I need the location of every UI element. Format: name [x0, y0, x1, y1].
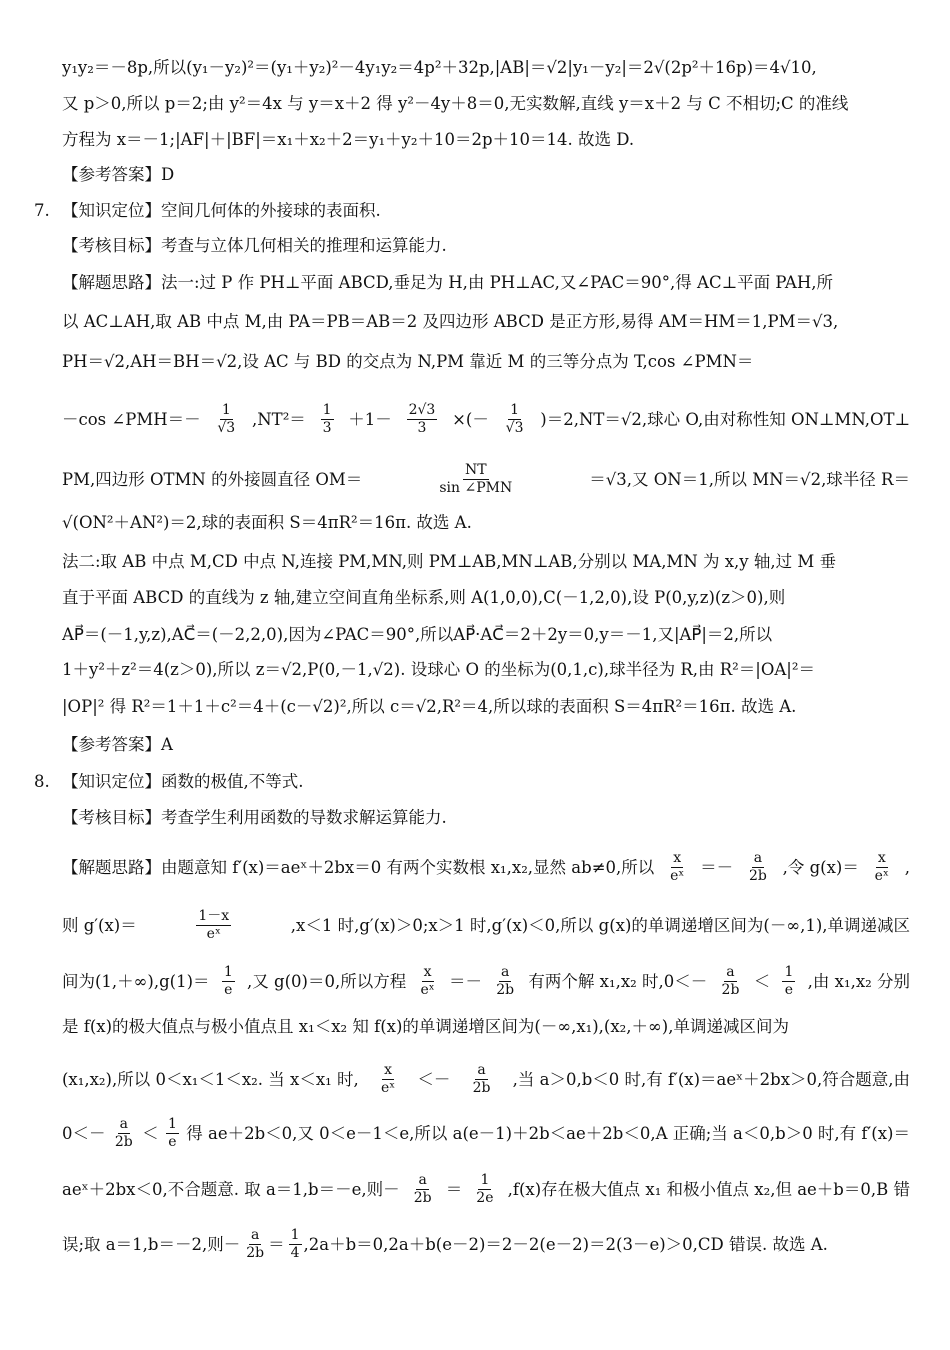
fraction-numerator: a — [726, 964, 735, 980]
fraction-numerator: a — [477, 1062, 486, 1078]
text-line — [62, 772, 910, 792]
text-segment: ,f(x)存在极大值点 x₁ 和极小值点 x₂,但 ae＋b＝0,B 错 — [507, 1179, 910, 1199]
text-segment: ,令 g(x)＝ — [782, 857, 859, 877]
text-segment: ＝－ — [700, 857, 734, 877]
fraction — [321, 402, 334, 437]
fraction-denominator: 2b — [114, 1134, 133, 1150]
text-segment: PM,四边形 OTMN 的外接圆直径 OM＝ — [62, 469, 363, 489]
fraction-denominator: e — [784, 982, 794, 998]
text-line — [62, 1227, 910, 1262]
text-line — [62, 273, 910, 293]
text-segment: 【考核目标】考查与立体几何相关的推理和运算能力. — [62, 236, 447, 255]
text-segment: |OP|² 得 R²＝1＋1＋c²＝4＋(c－√2)²,所以 c＝√2,R²＝4,所以球的表面积 S＝4πR²＝16π. 故选 A. — [62, 697, 797, 716]
text-segment: 得 ae＋2b＜0,又 0＜e－1＜e,所以 a(e－1)＋2b＜ae＋2b＜0,A 正确;当 a＜0,b＞0 时,有 f′(x)＝ — [186, 1123, 910, 1143]
text-segment: 又 p＞0,所以 p＝2;由 y²＝4x 与 y＝x＋2 得 y²－4y＋8＝0,无实数解,直线 y＝x＋2 与 C 不相切;C 的准线 — [62, 94, 849, 113]
fraction-numerator: 1 — [221, 402, 231, 418]
fraction — [668, 850, 686, 885]
text-segment: 法二:取 AB 中点 M,CD 中点 N,连接 PM,MN,则 PM⊥AB,MN⊥AB,分别以 MA,MN 为 x,y 轴,过 M 垂 — [62, 552, 837, 571]
text-line — [62, 165, 910, 185]
fraction — [244, 1227, 266, 1262]
fraction-denominator: 3 — [417, 420, 427, 436]
text-segment: 有两个解 x₁,x₂ 时,0＜－ — [528, 971, 708, 991]
fraction — [418, 964, 436, 999]
fraction — [166, 1116, 179, 1151]
fraction-denominator: √3 — [505, 420, 524, 436]
text-segment: ,由 x₁,x₂ 分别 — [807, 971, 910, 991]
fraction-numerator: a — [418, 1172, 427, 1188]
item-number-8: 8. — [34, 772, 50, 791]
fraction-numerator: 2√3 — [408, 402, 436, 418]
fraction — [215, 402, 237, 437]
fraction-denominator: 2b — [413, 1190, 432, 1206]
fraction-numerator: a — [250, 1227, 260, 1243]
text-line — [62, 1172, 910, 1207]
fraction-numerator: x — [384, 1062, 392, 1078]
fraction-denominator: 2e — [476, 1190, 494, 1206]
text-line — [62, 735, 910, 755]
fraction-numerator: 1 — [784, 964, 794, 980]
fraction — [289, 1227, 302, 1262]
text-segment: ＜ — [753, 971, 771, 991]
text-line — [62, 850, 910, 885]
fraction-denominator: 2b — [748, 868, 767, 884]
text-segment: 以 AC⊥AH,取 AB 中点 M,由 PA＝PB＝AB＝2 及四边形 ABCD 是正方形,易得 AM＝HM＝1,PM＝√3, — [62, 312, 839, 331]
fraction — [471, 1062, 493, 1097]
fraction — [222, 964, 235, 999]
text-segment: y₁y₂＝－8p,所以(y₁－y₂)²＝(y₁＋y₂)²－4y₁y₂＝4p²＋32p,|AB|＝√2|y₁－y₂|＝2√(2p²＋16p)＝4√10, — [62, 58, 817, 77]
text-line — [62, 58, 910, 78]
text-segment: 1＋y²＋z²＝4(z＞0),所以 z＝√2,P(0,－1,√2). 设球心 O 的坐标为(0,1,c),球半径为 R,由 R²＝|OA|²＝ — [62, 660, 815, 679]
text-segment: ＋1－ — [348, 409, 392, 429]
fraction — [379, 1062, 397, 1097]
text-segment: 是 f(x)的极大值点与极小值点且 x₁＜x₂ 知 f(x)的单调递增区间为(－∞,x₁),(x₂,＋∞),单调递减区间为 — [62, 1017, 789, 1036]
text-segment: ×(－ — [452, 409, 489, 429]
text-line — [62, 312, 910, 332]
fraction-numerator: a — [753, 850, 763, 866]
fraction-denominator: 3 — [322, 420, 332, 436]
fraction — [873, 850, 891, 885]
text-segment: ＝√3,又 ON＝1,所以 MN＝√2,球半径 R＝ — [589, 469, 910, 489]
fraction — [437, 462, 514, 497]
text-line — [62, 808, 910, 828]
fraction-numerator: x — [423, 964, 432, 980]
text-segment: AP⃗＝(－1,y,z),AC⃗＝(－2,2,0),因为∠PAC＝90°,所以AP⃗·AC⃗＝2＋2y＝0,y＝－1,又|AP⃗|＝2,所以 — [62, 625, 773, 644]
text-segment: (x₁,x₂),所以 0＜x₁＜1＜x₂. 当 x＜x₁ 时, — [62, 1069, 359, 1089]
fraction-denominator: eˣ — [420, 982, 435, 998]
fraction-denominator: eˣ — [380, 1080, 396, 1096]
text-line — [62, 94, 910, 114]
text-segment: ,当 a＞0,b＜0 时,有 f′(x)＝aeˣ＋2bx＞0,符合题意,由 — [512, 1069, 910, 1089]
text-segment: 直于平面 ABCD 的直线为 z 轴,建立空间直角坐标系,则 A(1,0,0),C(－1,2,0),设 P(0,y,z)(z＞0),则 — [62, 588, 786, 607]
fraction-numerator: 1 — [510, 402, 520, 418]
fraction-numerator: NT — [464, 462, 487, 478]
fraction-denominator: 4 — [290, 1245, 300, 1261]
fraction — [407, 402, 438, 437]
fraction-denominator: e — [224, 982, 233, 998]
text-segment: ＝ — [268, 1234, 285, 1254]
text-line — [62, 1062, 910, 1097]
text-segment: 【考核目标】考查学生利用函数的导数求解运算能力. — [62, 808, 447, 827]
text-segment: 误;取 a＝1,b＝－2,则－ — [62, 1234, 241, 1254]
text-segment: 方程为 x＝－1;|AF|＋|BF|＝x₁＋x₂＋2＝y₁＋y₂＋10＝2p＋10＝14. 故选 D. — [62, 130, 635, 149]
text-segment: ,x＜1 时,g′(x)＞0;x＞1 时,g′(x)＜0,所以 g(x)的单调递增区间为(－∞,1),单调递减区 — [290, 915, 910, 935]
fraction-denominator: √3 — [217, 420, 236, 436]
fraction — [504, 402, 526, 437]
text-segment: ,又 g(0)＝0,所以方程 — [247, 971, 407, 991]
fraction — [474, 1172, 495, 1207]
text-segment: √(ON²＋AN²)＝2,球的表面积 S＝4πR²＝16π. 故选 A. — [62, 513, 472, 532]
text-line — [62, 625, 910, 645]
fraction — [196, 908, 231, 943]
text-line — [62, 462, 910, 497]
text-line — [62, 1116, 910, 1151]
fraction — [113, 1116, 135, 1151]
text-segment: －cos ∠PMH＝－ — [62, 409, 201, 429]
text-line — [62, 236, 910, 256]
text-segment: ＜－ — [417, 1069, 451, 1089]
text-line — [62, 697, 910, 717]
text-segment: 【参考答案】A — [62, 735, 173, 754]
text-segment: ,NT²＝ — [252, 409, 306, 429]
fraction — [494, 964, 516, 999]
fraction-numerator: 1 — [290, 1227, 300, 1243]
fraction-denominator: e — [168, 1134, 177, 1150]
fraction-denominator: 2b — [496, 982, 515, 998]
text-line — [62, 964, 910, 999]
fraction-denominator: eˣ — [670, 868, 685, 884]
fraction-numerator: 1 — [480, 1172, 490, 1188]
text-segment: , — [904, 857, 910, 877]
fraction-denominator: 2b — [472, 1080, 491, 1096]
text-segment: 间为(1,＋∞),g(1)＝ — [62, 971, 210, 991]
fraction-denominator: eˣ — [874, 868, 889, 884]
text-segment: 【知识定位】空间几何体的外接球的表面积. — [62, 201, 381, 220]
text-line — [62, 201, 910, 221]
text-segment: ,2a＋b＝0,2a＋b(e－2)＝2－2(e－2)＝2(3－e)＞0,CD 错误. 故选 A. — [303, 1234, 828, 1254]
fraction — [412, 1172, 434, 1207]
text-segment: 【知识定位】函数的极值,不等式. — [62, 772, 304, 791]
text-line — [62, 660, 910, 680]
text-line — [62, 1017, 910, 1037]
text-line — [62, 402, 910, 437]
fraction — [747, 850, 769, 885]
text-segment: )＝2,NT＝√2,球心 O,由对称性知 ON⊥MN,OT⊥ — [540, 409, 910, 429]
text-segment: 则 g′(x)＝ — [62, 915, 137, 935]
fraction-numerator: 1 — [167, 1116, 177, 1132]
text-segment: 【解题思路】由题意知 f′(x)＝aeˣ＋2bx＝0 有两个实数根 x₁,x₂,显然 ab≠0,所以 — [62, 857, 655, 877]
text-segment: 【解题思路】法一:过 P 作 PH⊥平面 ABCD,垂足为 H,由 PH⊥AC,又∠PAC＝90°,得 AC⊥平面 PAH,所 — [62, 273, 833, 292]
fraction-denominator: 2b — [246, 1245, 265, 1261]
text-segment: 0＜－ — [62, 1123, 106, 1143]
fraction-numerator: 1－x — [198, 908, 230, 924]
fraction-numerator: x — [673, 850, 682, 866]
text-line — [62, 908, 910, 943]
text-line — [62, 588, 910, 608]
text-segment: ＝ — [445, 1179, 463, 1199]
fraction — [720, 964, 742, 999]
text-segment: PH＝√2,AH＝BH＝√2,设 AC 与 BD 的交点为 N,PM 靠近 M 的三等分点为 T,cos ∠PMN＝ — [62, 352, 754, 371]
text-segment: ＝－ — [448, 971, 482, 991]
fraction-numerator: a — [119, 1116, 128, 1132]
fraction-numerator: a — [501, 964, 510, 980]
fraction-numerator: 1 — [223, 964, 233, 980]
text-line — [62, 552, 910, 572]
item-number-7: 7. — [34, 201, 50, 220]
text-segment: ＜ — [142, 1123, 159, 1143]
fraction-denominator: sin ∠PMN — [439, 480, 513, 496]
fraction-denominator: 2b — [721, 982, 740, 998]
fraction — [782, 964, 795, 999]
text-segment: aeˣ＋2bx＜0,不合题意. 取 a＝1,b＝－e,则－ — [62, 1179, 400, 1199]
fraction-numerator: x — [877, 850, 886, 866]
text-line — [62, 352, 910, 372]
text-line — [62, 513, 910, 533]
fraction-numerator: 1 — [322, 402, 332, 418]
text-segment: 【参考答案】D — [62, 165, 175, 184]
fraction-denominator: eˣ — [206, 926, 221, 942]
text-line — [62, 130, 910, 150]
